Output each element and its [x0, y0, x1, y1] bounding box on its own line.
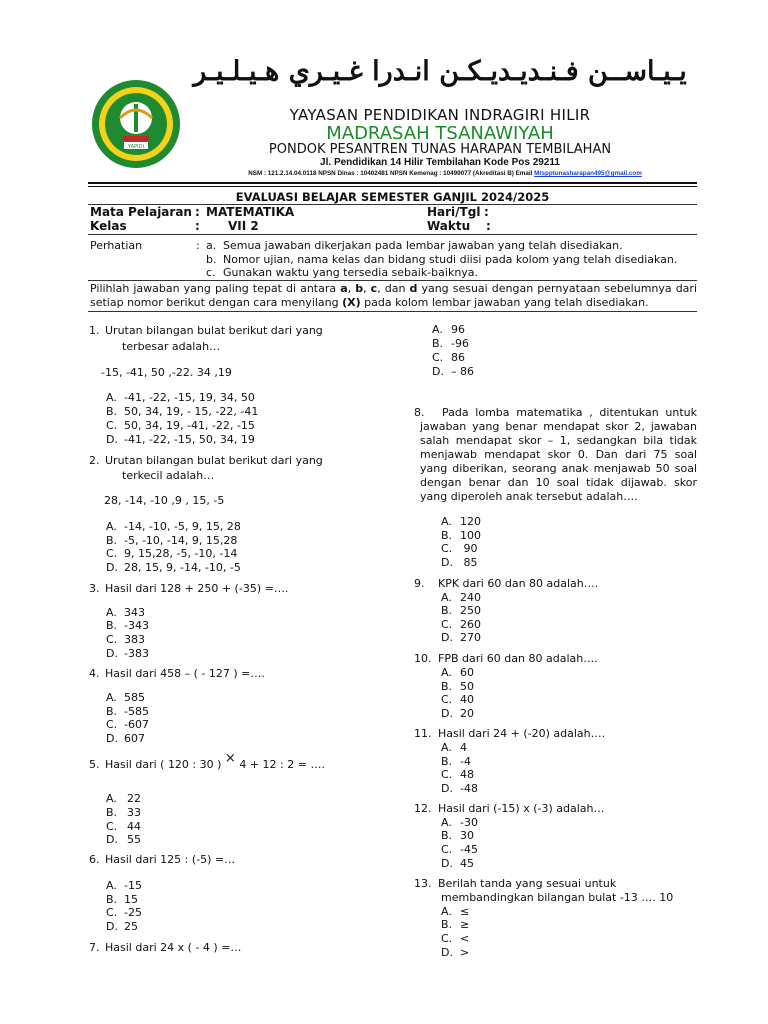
q2-option-c: 9, 15,28, -5, -10, -14 [124, 547, 238, 560]
q9-option-d: 270 [460, 631, 481, 644]
divider [88, 234, 697, 235]
q5-option-c: 44 [127, 820, 141, 833]
q13-option-c: < [460, 932, 470, 945]
q8-option-a: 120 [460, 515, 481, 528]
q5-option-b: 33 [127, 806, 141, 819]
class-value: VII 2 [228, 219, 259, 233]
question-12-text: Hasil dari (-15) x (-3) adalah… [438, 802, 605, 815]
q9-option-d-key: D. [441, 631, 453, 644]
q1-option-c: 50, 34, 19, -41, -22, -15 [124, 419, 255, 432]
q5-option-b-key: B. [106, 806, 118, 819]
question-1-data: -15, -41, 50 ,-22. 34 ,19 [101, 366, 232, 379]
q10-option-b: 50 [460, 680, 474, 693]
time-label: Waktu [427, 219, 471, 233]
question-12-number: 12. [414, 802, 432, 815]
q11-option-c-key: C. [441, 768, 453, 781]
email-link[interactable]: Mtspptunasharapan495@gmail.com [534, 170, 642, 177]
q13-option-a: ≤ [460, 905, 470, 918]
q9-option-c: 260 [460, 618, 481, 631]
subject-value: MATEMATIKA [206, 205, 295, 219]
q12-option-b: 30 [460, 829, 474, 842]
question-1-line-2: terbesar adalah… [122, 340, 221, 353]
q12-option-c-key: C. [441, 843, 453, 856]
notice-colon: : [196, 239, 200, 252]
q2-option-a: -14, -10, -5, 9, 15, 28 [124, 520, 241, 533]
q3-option-d: -383 [124, 647, 149, 660]
notice-c-key: c. [206, 266, 216, 279]
notice-label: Perhatian [90, 239, 143, 252]
q1-option-d: -41, -22, -15, 50, 34, 19 [124, 433, 255, 446]
exam-title: EVALUASI BELAJAR SEMESTER GANJIL 2024/2025 [235, 190, 550, 204]
q10-option-a-key: A. [441, 666, 452, 679]
q13-option-b: ≥ [460, 918, 470, 931]
question-8-text: Pada lomba matematika , ditentukan untuk jawaban yang benar mendapat skor 2, jawaban salah mendapat skor – 1, sedangkan bila tidak menjawab mendapat skor 0. Dan dari 75 soal yang diberikan, seorang anak menjawab 50 soal dengan benar dan 10 soal tidak dijawab. skor yang diperoleh anak tersebut adalah…. [420, 406, 697, 503]
question-13-number: 13. [414, 877, 432, 890]
q6-option-a-key: A. [106, 879, 117, 892]
question-7-number: 7. [89, 941, 100, 954]
question-6-number: 6. [89, 853, 100, 866]
q1-option-a: -41, -22, -15, 19, 34, 50 [124, 391, 255, 404]
q12-option-a: -30 [460, 816, 478, 829]
q4-option-a: 585 [124, 691, 145, 704]
question-1-number: 1. [89, 324, 100, 337]
q10-option-d-key: D. [441, 707, 453, 720]
q13-option-d-key: D. [441, 946, 453, 959]
question-5-text: Hasil dari ( 120 : 30 ) × 4 + 12 : 2 = …. [105, 751, 325, 771]
q4-option-d-key: D. [106, 732, 118, 745]
q2-option-b-key: B. [106, 534, 118, 547]
multiply-sign: × [224, 751, 236, 766]
q4-option-d: 607 [124, 732, 145, 745]
q5-option-a: 22 [127, 792, 141, 805]
q7-option-d: – 86 [451, 365, 474, 378]
q6-option-b-key: B. [106, 893, 118, 906]
subject-colon: : [195, 205, 200, 219]
question-9-text: KPK dari 60 dan 80 adalah…. [438, 577, 599, 590]
notice-a-text: Semua jawaban dikerjakan pada lembar jawaban yang telah disediakan. [223, 239, 623, 252]
q1-option-b: 50, 34, 19, - 15, -22, -41 [124, 405, 259, 418]
q1-option-c-key: C. [106, 419, 118, 432]
header-divider-thick [88, 182, 697, 184]
q10-option-b-key: B. [441, 680, 453, 693]
question-13-line-1: Berilah tanda yang sesuai untuk [438, 877, 617, 890]
divider [88, 280, 697, 281]
question-11-number: 11. [414, 727, 432, 740]
q3-option-b: -343 [124, 619, 149, 632]
registration-numbers: NSM : 121.2.14.04.0118 NPSN Dinas : 10402481 NPSN Kemenag : 10499077 (Akreditasi B) Email [248, 170, 535, 177]
q8-option-b: 100 [460, 529, 481, 542]
q6-option-c-key: C. [106, 906, 118, 919]
class-colon: : [195, 219, 200, 233]
q12-option-a-key: A. [441, 816, 452, 829]
question-3-number: 3. [89, 582, 100, 595]
question-2-line-1: Urutan bilangan bulat berikut dari yang [105, 454, 323, 467]
q8-option-b-key: B. [441, 529, 453, 542]
q2-option-d: 28, 15, 9, -14, -10, -5 [124, 561, 241, 574]
q3-option-a-key: A. [106, 606, 117, 619]
q6-option-d: 25 [124, 920, 138, 933]
question-5-number: 5. [89, 758, 100, 771]
q7-option-c: 86 [451, 351, 465, 364]
class-label: Kelas [90, 219, 127, 233]
question-9-number: 9. [414, 577, 425, 590]
q12-option-d: 45 [460, 857, 474, 870]
q7-option-b: -96 [451, 337, 469, 350]
q11-option-a: 4 [460, 741, 467, 754]
q6-option-c: -25 [124, 906, 142, 919]
q8-option-a-key: A. [441, 515, 452, 528]
question-3-text: Hasil dari 128 + 250 + (-35) =…. [105, 582, 289, 595]
q3-option-c-key: C. [106, 633, 118, 646]
question-7-text: Hasil dari 24 x ( - 4 ) =… [105, 941, 242, 954]
q10-option-d: 20 [460, 707, 474, 720]
q2-option-b: -5, -10, -14, 9, 15,28 [124, 534, 238, 547]
q1-option-b-key: B. [106, 405, 118, 418]
time-colon: : [486, 219, 491, 233]
q8-option-d-key: D. [441, 556, 453, 569]
q4-option-a-key: A. [106, 691, 117, 704]
question-6-text: Hasil dari 125 : (-5) =… [105, 853, 236, 866]
q5-option-d: 55 [127, 833, 141, 846]
q6-option-b: 15 [124, 893, 138, 906]
date-label: Hari/Tgl [427, 205, 481, 219]
q8-option-c-key: C. [441, 542, 453, 555]
q11-option-b: -4 [460, 755, 471, 768]
q12-option-b-key: B. [441, 829, 453, 842]
foundation-name: YAYASAN PENDIDIKAN INDRAGIRI HILIR [289, 106, 591, 124]
q9-option-b-key: B. [441, 604, 453, 617]
q4-option-b: -585 [124, 705, 149, 718]
q11-option-c: 48 [460, 768, 474, 781]
question-1-line-1: Urutan bilangan bulat berikut dari yang [105, 324, 323, 337]
q11-option-b-key: B. [441, 755, 453, 768]
q13-option-d: > [460, 946, 470, 959]
q9-option-a: 240 [460, 591, 481, 604]
question-11-text: Hasil dari 24 + (-20) adalah…. [438, 727, 606, 740]
q2-option-a-key: A. [106, 520, 117, 533]
q6-option-a: -15 [124, 879, 142, 892]
q9-option-c-key: C. [441, 618, 453, 631]
date-colon: : [484, 205, 489, 219]
q5-option-a-key: A. [106, 792, 117, 805]
notice-c-text: Gunakan waktu yang tersedia sebaik-baiknya. [223, 266, 479, 279]
q4-option-c: -607 [124, 718, 149, 731]
question-2-number: 2. [89, 454, 100, 467]
notice-a-key: a. [206, 239, 217, 252]
q12-option-c: -45 [460, 843, 478, 856]
instructions: Pilihlah jawaban yang paling tepat di antara a, b, c, dan d yang sesuai dengan pernyataan sebelumnya dari setiap nomor berikut dengan cara menyilang (X) pada kolom lembar jawaban yang telah disediakan. [90, 282, 698, 309]
q2-option-c-key: C. [106, 547, 118, 560]
notice-b-key: b. [206, 253, 217, 266]
q9-option-a-key: A. [441, 591, 452, 604]
q8-option-c: 90 [460, 542, 478, 555]
question-2-line-2: terkecil adalah… [122, 469, 215, 482]
question-4-number: 4. [89, 667, 100, 680]
foundation-name-arabic: يـيـاســن فـنـديـديـكـن انـدرا غـيـري هـيـلـيـر [193, 56, 687, 87]
q11-option-a-key: A. [441, 741, 452, 754]
q12-option-d-key: D. [441, 857, 453, 870]
q7-option-a: 96 [451, 323, 465, 336]
notice-b-text: Nomor ujian, nama kelas dan bidang studi diisi pada kolom yang telah disediakan. [223, 253, 678, 266]
question-10-text: FPB dari 60 dan 80 adalah…. [438, 652, 598, 665]
divider [88, 311, 697, 312]
q13-option-b-key: B. [441, 918, 453, 931]
q7-option-a-key: A. [432, 323, 443, 336]
school-registration-info [150, 170, 740, 177]
question-2-data: 28, -14, -10 ,9 , 15, -5 [104, 494, 225, 507]
q5-option-c-key: C. [106, 820, 118, 833]
q11-option-d-key: D. [441, 782, 453, 795]
q4-option-c-key: C. [106, 718, 118, 731]
q10-option-c-key: C. [441, 693, 453, 706]
boarding-school-name: PONDOK PESANTREN TUNAS HARAPAN TEMBILAHAN [268, 142, 612, 157]
svg-text:YAPIDI: YAPIDI [128, 144, 144, 150]
q4-option-b-key: B. [106, 705, 118, 718]
school-address: Jl. Pendidikan 14 Hilir Tembilahan Kode Pos 29211 [320, 157, 560, 168]
q3-option-d-key: D. [106, 647, 118, 660]
q13-option-c-key: C. [441, 932, 453, 945]
q3-option-b-key: B. [106, 619, 118, 632]
school-logo [90, 78, 182, 170]
q7-option-d-key: D. [432, 365, 444, 378]
question-8-number: 8. [414, 406, 425, 419]
question-13-line-2: membandingkan bilangan bulat -13 …. 10 [441, 891, 674, 904]
q13-option-a-key: A. [441, 905, 452, 918]
q10-option-a: 60 [460, 666, 474, 679]
header-divider-thin [88, 186, 697, 187]
q3-option-a: 343 [124, 606, 145, 619]
q11-option-d: -48 [460, 782, 478, 795]
q5-option-d-key: D. [106, 833, 118, 846]
q3-option-c: 383 [124, 633, 145, 646]
q1-option-a-key: A. [106, 391, 117, 404]
q7-option-c-key: C. [432, 351, 444, 364]
subject-label: Mata Pelajaran [90, 205, 192, 219]
q8-option-d: 85 [460, 556, 478, 569]
school-name: MADRASAH TSANAWIYAH [326, 123, 554, 144]
q2-option-d-key: D. [106, 561, 118, 574]
question-10-number: 10. [414, 652, 432, 665]
q10-option-c: 40 [460, 693, 474, 706]
q1-option-d-key: D. [106, 433, 118, 446]
q6-option-d-key: D. [106, 920, 118, 933]
q9-option-b: 250 [460, 604, 481, 617]
question-4-text: Hasil dari 458 – ( - 127 ) =…. [105, 667, 265, 680]
q7-option-b-key: B. [432, 337, 444, 350]
